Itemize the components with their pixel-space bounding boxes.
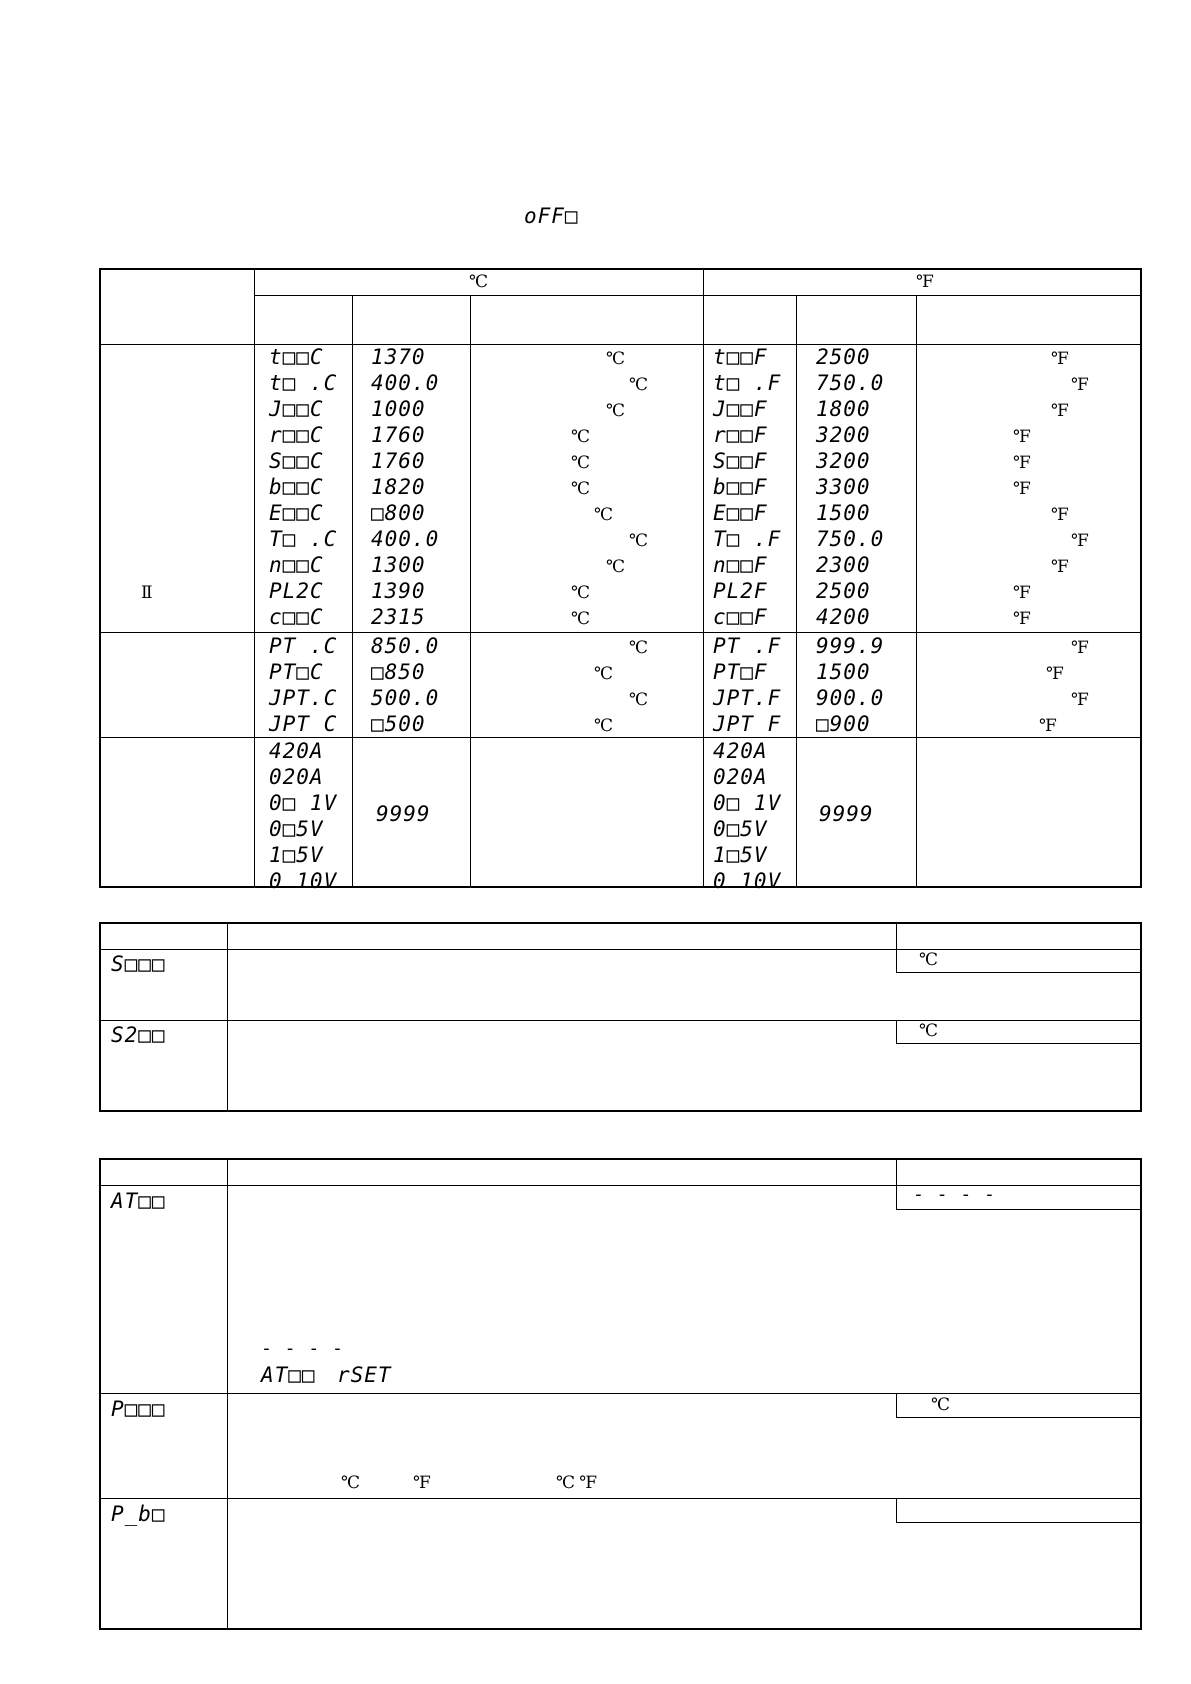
unit-mark: ℃ xyxy=(606,349,626,368)
table-cell: 2300 xyxy=(816,553,871,577)
table-row: 420A xyxy=(269,739,324,763)
table-row: t□ .C xyxy=(269,371,338,395)
table-cell: □500 xyxy=(371,712,426,736)
table-cell: 400.0 xyxy=(371,371,440,395)
table-row: c□□C xyxy=(269,605,324,629)
proportional-note-c: ℃ xyxy=(341,1473,361,1492)
table-row: 0□5V xyxy=(269,817,324,841)
table-cell: 2500 xyxy=(816,579,871,603)
table-cell: 500.0 xyxy=(371,686,440,710)
unit-mark: ℉ xyxy=(1013,453,1031,472)
reset-note-code: rSET xyxy=(337,1363,392,1387)
table-row: PT□C xyxy=(269,660,324,684)
table-row: T□ .C xyxy=(269,527,338,551)
thermo-c-values xyxy=(371,344,439,630)
table-cell: 1760 xyxy=(371,423,426,447)
unit-mark: ℉ xyxy=(1039,716,1057,735)
proportional-default: ℃ xyxy=(931,1395,951,1414)
proportional-code: P□□□ xyxy=(111,1397,166,1421)
fahrenheit-header: ℉ xyxy=(916,272,934,291)
table-row: 0□ 1V xyxy=(713,791,782,815)
table-cell: 850.0 xyxy=(371,634,440,658)
table-row: t□□F xyxy=(713,345,768,369)
table-row: 420A xyxy=(713,739,768,763)
table-cell: 3300 xyxy=(816,475,871,499)
table-cell: 999.9 xyxy=(816,634,885,658)
table-row: 1□5V xyxy=(269,843,324,867)
table-cell: □900 xyxy=(816,712,871,736)
autotune-default: - - - - xyxy=(913,1184,996,1205)
unit-mark: ℉ xyxy=(1051,557,1069,576)
table-cell: 400.0 xyxy=(371,527,440,551)
rtd-f-codes xyxy=(713,633,781,737)
unit-mark: ℃ xyxy=(629,638,649,657)
linear-f-codes xyxy=(713,738,781,894)
unit-mark: ℃ xyxy=(606,557,626,576)
thermocouple-class-label: Ⅱ xyxy=(141,583,153,602)
unit-mark: ℉ xyxy=(1046,664,1064,683)
unit-mark: ℃ xyxy=(629,690,649,709)
unit-mark: ℃ xyxy=(594,716,614,735)
table-cell: 3200 xyxy=(816,449,871,473)
table-row: PT .C xyxy=(269,634,338,658)
sensor-2-unit: ℃ xyxy=(919,1021,939,1040)
sensor-2-code: S2□□ xyxy=(111,1023,166,1047)
unit-mark: ℃ xyxy=(629,531,649,550)
sensor-parameter-table xyxy=(99,922,1142,1112)
table-row: c□□F xyxy=(713,605,768,629)
table-row: E□□F xyxy=(713,501,768,525)
control-parameter-table xyxy=(99,1158,1142,1630)
unit-mark: ℉ xyxy=(1051,349,1069,368)
table-row: 1□5V xyxy=(713,843,768,867)
table-cell: 1800 xyxy=(816,397,871,421)
table-row: b□□F xyxy=(713,475,768,499)
unit-mark: ℉ xyxy=(1071,531,1089,550)
off-code: oFF□ xyxy=(524,204,579,228)
table-row: r□□F xyxy=(713,423,768,447)
table-row: 0 10V xyxy=(269,869,338,893)
table-cell: 1500 xyxy=(816,660,871,684)
rtd-c-codes xyxy=(269,633,337,737)
unit-mark: ℉ xyxy=(1051,505,1069,524)
table-row: PT .F xyxy=(713,634,782,658)
proportional-note-cf: ℃ ℉ xyxy=(556,1473,598,1492)
table-row: r□□C xyxy=(269,423,324,447)
table-cell: 1500 xyxy=(816,501,871,525)
proportional-note-f: ℉ xyxy=(413,1473,431,1492)
unit-mark: ℃ xyxy=(571,479,591,498)
unit-mark: ℃ xyxy=(606,401,626,420)
table-row: S□□C xyxy=(269,449,324,473)
unit-mark: ℉ xyxy=(1071,375,1089,394)
celsius-header: ℃ xyxy=(469,272,489,291)
unit-mark: ℃ xyxy=(594,505,614,524)
thermo-c-codes xyxy=(269,344,337,630)
unit-mark: ℉ xyxy=(1013,427,1031,446)
unit-mark: ℉ xyxy=(1071,638,1089,657)
table-cell: 2500 xyxy=(816,345,871,369)
thermo-f-values xyxy=(816,344,884,630)
linear-c-value: 9999 xyxy=(376,802,431,826)
autotune-note-code: AT□□ xyxy=(261,1363,316,1387)
unit-mark: ℃ xyxy=(571,453,591,472)
table-row: n□□F xyxy=(713,553,768,577)
table-row: 020A xyxy=(713,765,768,789)
table-cell: 750.0 xyxy=(816,371,885,395)
sensor-1-code: S□□□ xyxy=(111,952,166,976)
table-row: S□□F xyxy=(713,449,768,473)
unit-mark: ℃ xyxy=(571,427,591,446)
table-row: J□□F xyxy=(713,397,768,421)
table-row: t□□C xyxy=(269,345,324,369)
table-row: PL2F xyxy=(713,579,768,603)
unit-mark: ℉ xyxy=(1013,583,1031,602)
unit-mark: ℉ xyxy=(1051,401,1069,420)
unit-mark: ℉ xyxy=(1013,609,1031,628)
table-cell: 4200 xyxy=(816,605,871,629)
table-row: 020A xyxy=(269,765,324,789)
table-cell: 1820 xyxy=(371,475,426,499)
table-row: JPT F xyxy=(713,712,782,736)
autotune-note-dashes: - - - - xyxy=(261,1338,344,1359)
thermo-f-codes xyxy=(713,344,781,630)
input-range-table xyxy=(99,268,1142,893)
unit-mark: ℃ xyxy=(594,664,614,683)
unit-mark: ℉ xyxy=(1013,479,1031,498)
proportional-band-code: P_b□ xyxy=(111,1502,166,1526)
table-row: PL2C xyxy=(269,579,324,603)
table-row: PT□F xyxy=(713,660,768,684)
table-cell: 750.0 xyxy=(816,527,885,551)
table-cell: 900.0 xyxy=(816,686,885,710)
rtd-c-values xyxy=(371,633,439,737)
linear-f-value: 9999 xyxy=(819,802,874,826)
table-cell: 2315 xyxy=(371,605,426,629)
table-cell: 1390 xyxy=(371,579,426,603)
table-row: T□ .F xyxy=(713,527,782,551)
table-cell: □800 xyxy=(371,501,426,525)
table-cell: □850 xyxy=(371,660,426,684)
table-cell: 1300 xyxy=(371,553,426,577)
table-row: 0□5V xyxy=(713,817,768,841)
unit-mark: ℃ xyxy=(571,583,591,602)
table-cell: 1370 xyxy=(371,345,426,369)
table-row: b□□C xyxy=(269,475,324,499)
linear-c-codes xyxy=(269,738,337,894)
table-row: JPT.F xyxy=(713,686,782,710)
autotune-code: AT□□ xyxy=(111,1189,166,1213)
table-row: t□ .F xyxy=(713,371,782,395)
unit-mark: ℉ xyxy=(1071,690,1089,709)
table-row: E□□C xyxy=(269,501,324,525)
table-cell: 3200 xyxy=(816,423,871,447)
unit-mark: ℃ xyxy=(571,609,591,628)
rtd-f-values xyxy=(816,633,884,737)
table-row: J□□C xyxy=(269,397,324,421)
table-row: 0□ 1V xyxy=(269,791,338,815)
table-row: JPT.C xyxy=(269,686,338,710)
table-cell: 1760 xyxy=(371,449,426,473)
sensor-1-unit: ℃ xyxy=(919,950,939,969)
table-row: 0 10V xyxy=(713,869,782,893)
table-row: JPT C xyxy=(269,712,338,736)
table-cell: 1000 xyxy=(371,397,426,421)
unit-mark: ℃ xyxy=(629,375,649,394)
table-row: n□□C xyxy=(269,553,324,577)
